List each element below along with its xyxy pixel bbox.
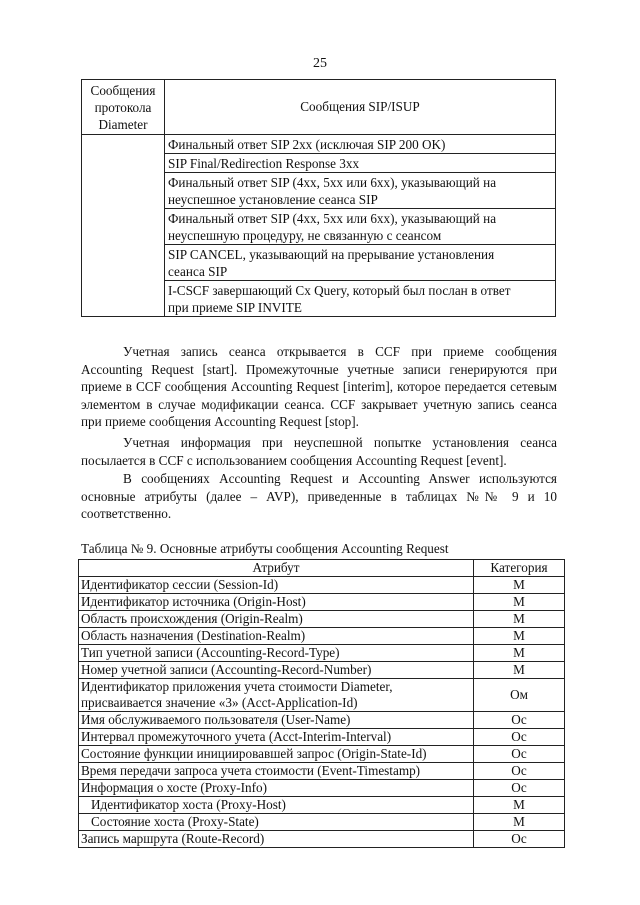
category-cell: M — [474, 577, 565, 594]
table-row — [79, 611, 565, 628]
accounting-request-attributes-table — [78, 559, 565, 848]
table-row — [79, 594, 565, 611]
table2-header-row — [79, 560, 565, 577]
table2-header-category: Категория — [474, 560, 565, 577]
table1-empty-cell — [82, 135, 165, 317]
category-cell: Oм — [474, 679, 565, 712]
table2-caption: Таблица № 9. Основные атрибуты сообщения Accounting Request — [81, 541, 449, 556]
paragraph-session-record: Учетная запись сеанса открывается в CCF при приеме сообщения Accounting Request [start]. Промежуточные учетные записи генерируются при приеме в CCF сообщения Accounting Request [interim], которое передается сетевым элементом в случае модификации сеанса. CCF закрывает учетную запись сеанса при приеме сообщения Accounting Request [stop]. — [81, 344, 557, 429]
attribute-text: Состояние хоста (Proxy-State) — [91, 814, 259, 829]
table-row — [79, 628, 565, 645]
table-row — [82, 135, 556, 154]
category-cell: M — [474, 814, 565, 831]
category-cell: M — [474, 628, 565, 645]
attribute-text: Тип учетной записи (Accounting-Record-Type) — [81, 645, 340, 660]
attribute-cell — [79, 763, 474, 780]
page-number: 25 — [313, 56, 327, 71]
attribute-cell — [79, 611, 474, 628]
table-row — [79, 712, 565, 729]
attribute-text: Идентификатор приложения учета стоимости Diameter, — [81, 679, 393, 694]
attribute-text: Состояние функции инициировавшей запрос (Origin-State-Id) — [81, 746, 427, 761]
attribute-cell — [79, 729, 474, 746]
attribute-text: Область происхождения (Origin-Realm) — [81, 611, 303, 626]
attribute-cell — [79, 780, 474, 797]
attribute-cell — [79, 594, 474, 611]
attribute-cell — [79, 645, 474, 662]
category-cell: M — [474, 594, 565, 611]
table1-cell: Финальный ответ SIP (4xx, 5xx или 6xx), указывающий на неуспешное установление сеанса SIP — [165, 173, 556, 209]
table-row — [79, 746, 565, 763]
table-row — [79, 797, 565, 814]
category-cell: M — [474, 797, 565, 814]
table2-header-attribute: Атрибут — [79, 560, 474, 577]
attribute-text: Идентификатор сессии (Session-Id) — [81, 577, 279, 592]
category-cell: M — [474, 611, 565, 628]
table-row — [79, 814, 565, 831]
attribute-cell — [79, 746, 474, 763]
attribute-text: Идентификатор источника (Origin-Host) — [81, 594, 306, 609]
category-cell: Oc — [474, 712, 565, 729]
attribute-text: Интервал промежуточного учета (Acct-Interim-Interval) — [81, 729, 392, 744]
attribute-cell — [79, 662, 474, 679]
attribute-text: Имя обслуживаемого пользователя (User-Name) — [81, 712, 351, 727]
category-cell: Oc — [474, 763, 565, 780]
category-cell: Oc — [474, 746, 565, 763]
attribute-cell — [79, 814, 474, 831]
table-row — [79, 679, 565, 712]
table1-header-row — [82, 80, 556, 135]
table-row — [79, 763, 565, 780]
table-row — [79, 645, 565, 662]
category-cell: M — [474, 662, 565, 679]
paragraph-avp: В сообщениях Accounting Request и Accounting Answer используются основные атрибуты (далее – AVP), приведенные в таблицах №№ 9 и 10 соответственно. — [81, 471, 557, 521]
attribute-cell — [79, 797, 474, 814]
table1-cell: Финальный ответ SIP 2xx (исключая SIP 200 OK) — [165, 135, 556, 154]
category-cell: Oc — [474, 780, 565, 797]
table1-cell: Финальный ответ SIP (4xx, 5xx или 6xx), указывающий на неуспешную процедуру, не связанную с сеансом — [165, 209, 556, 245]
attribute-text: присваивается значение «3» (Acct-Application-Id) — [81, 695, 358, 710]
table-row — [79, 662, 565, 679]
category-cell: Oc — [474, 831, 565, 848]
sip-messages-table — [81, 79, 556, 317]
table-row — [79, 780, 565, 797]
attribute-cell — [79, 577, 474, 594]
category-cell: Oc — [474, 729, 565, 746]
table1-cell: SIP CANCEL, указывающий на прерывание установления сеанса SIP — [165, 245, 556, 281]
table1-cell: SIP Final/Redirection Response 3xx — [165, 154, 556, 173]
table-row — [79, 577, 565, 594]
attribute-text: Область назначения (Destination-Realm) — [81, 628, 306, 643]
attribute-cell — [79, 712, 474, 729]
table-row — [79, 831, 565, 848]
attribute-text: Время передачи запроса учета стоимости (Event-Timestamp) — [81, 763, 421, 778]
attribute-cell — [79, 831, 474, 848]
table-row — [79, 729, 565, 746]
attribute-text: Идентификатор хоста (Proxy-Host) — [91, 797, 286, 812]
attribute-cell — [79, 679, 474, 712]
attribute-text: Номер учетной записи (Accounting-Record-Number) — [81, 662, 372, 677]
attribute-cell — [79, 628, 474, 645]
table1-header-sip: Сообщения SIP/ISUP — [165, 80, 556, 135]
attribute-text: Запись маршрута (Route-Record) — [81, 831, 265, 846]
paragraph-failed-attempt: Учетная информация при неуспешной попытке установления сеанса посылается в CCF с использованием сообщения Accounting Request [event]. — [81, 435, 557, 468]
table1-header-diameter: Сообщения протокола Diameter — [82, 80, 165, 135]
attribute-text: Информация о хосте (Proxy-Info) — [81, 780, 268, 795]
category-cell: M — [474, 645, 565, 662]
table1-cell: I-CSCF завершающий Cx Query, который был послан в ответ при приеме SIP INVITE — [165, 281, 556, 317]
